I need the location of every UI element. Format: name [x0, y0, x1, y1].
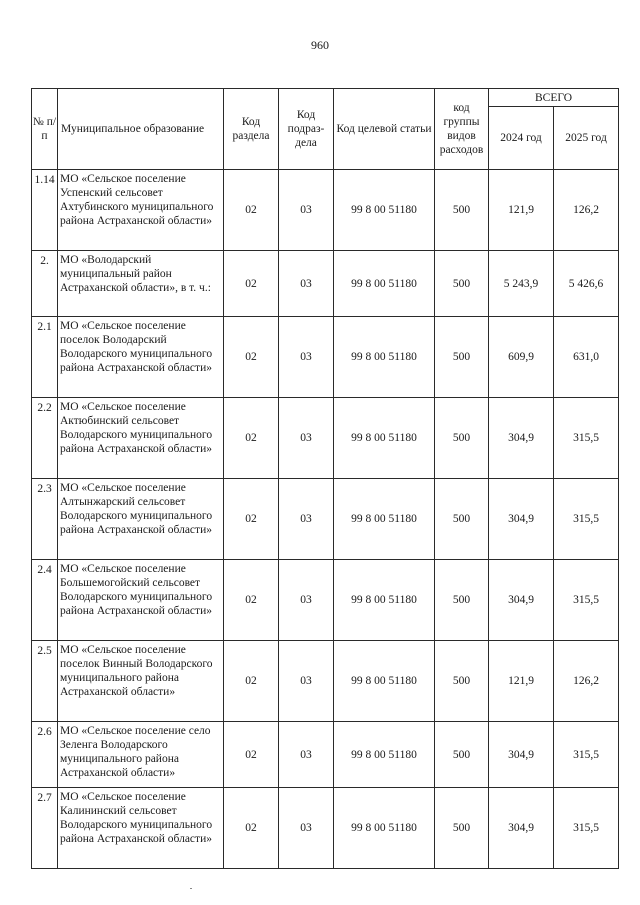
- row-subsection: 03: [279, 170, 334, 251]
- table-row: [32, 251, 619, 317]
- row-section: 02: [224, 317, 279, 398]
- header-total: ВСЕГО: [489, 89, 619, 107]
- row-subsection: 03: [279, 641, 334, 722]
- row-num: 2.3: [32, 479, 58, 560]
- row-2024: 609,9: [489, 317, 554, 398]
- row-target: 99 8 00 51180: [334, 560, 435, 641]
- header-2025: 2025 год: [554, 107, 619, 170]
- row-2025: 5 426,6: [554, 251, 619, 317]
- table-row: [32, 641, 619, 722]
- row-section: 02: [224, 251, 279, 317]
- row-name: МО «Сельское поселение Успенский сельсовет Ахтубинского муниципального района Астраханской области»: [58, 170, 224, 251]
- table-row: [32, 479, 619, 560]
- row-2024: 5 243,9: [489, 251, 554, 317]
- row-group: 500: [435, 788, 489, 869]
- row-num: 2.5: [32, 641, 58, 722]
- row-num: 2.4: [32, 560, 58, 641]
- row-subsection: 03: [279, 251, 334, 317]
- row-name: МО «Сельское поселение Калининский сельсовет Володарского муниципального района Астраханской области»: [58, 788, 224, 869]
- row-target: 99 8 00 51180: [334, 641, 435, 722]
- row-2024: 304,9: [489, 398, 554, 479]
- row-name: МО «Володарский муниципальный район Астраханской области», в т. ч.:: [58, 251, 224, 317]
- row-section: 02: [224, 170, 279, 251]
- row-target: 99 8 00 51180: [334, 722, 435, 788]
- row-name: МО «Сельское поселение поселок Винный Володарского муниципального района Астраханской области»: [58, 641, 224, 722]
- row-2025: 631,0: [554, 317, 619, 398]
- header-section: Код раздела: [224, 89, 279, 170]
- row-subsection: 03: [279, 560, 334, 641]
- row-target: 99 8 00 51180: [334, 479, 435, 560]
- row-num: 2.2: [32, 398, 58, 479]
- table-row: [32, 788, 619, 869]
- table-row: [32, 317, 619, 398]
- row-num: 2.6: [32, 722, 58, 788]
- row-2024: 304,9: [489, 479, 554, 560]
- header-target: Код целевой статьи: [334, 89, 435, 170]
- row-section: 02: [224, 722, 279, 788]
- row-name: МО «Сельское поселение Алтынжарский сельсовет Володарского муниципального района Астраханской области»: [58, 479, 224, 560]
- row-group: 500: [435, 479, 489, 560]
- row-subsection: 03: [279, 398, 334, 479]
- row-target: 99 8 00 51180: [334, 317, 435, 398]
- table-row: [32, 560, 619, 641]
- row-num: 2.7: [32, 788, 58, 869]
- header-group: код группы видов расходов: [435, 89, 489, 170]
- row-group: 500: [435, 560, 489, 641]
- row-target: 99 8 00 51180: [334, 788, 435, 869]
- row-name: МО «Сельское поселение поселок Володарский Володарского муниципального района Астраханской области»: [58, 317, 224, 398]
- row-2025: 315,5: [554, 479, 619, 560]
- row-section: 02: [224, 788, 279, 869]
- row-2024: 121,9: [489, 641, 554, 722]
- row-name: МО «Сельское поселение Большемогойский сельсовет Володарского муниципального района Астраханской области»: [58, 560, 224, 641]
- row-2025: 315,5: [554, 560, 619, 641]
- row-group: 500: [435, 398, 489, 479]
- header-name: Муниципальное образование: [58, 89, 224, 170]
- row-2024: 304,9: [489, 722, 554, 788]
- header-num: № п/п: [32, 89, 58, 170]
- row-group: 500: [435, 722, 489, 788]
- row-section: 02: [224, 479, 279, 560]
- row-2025: 126,2: [554, 641, 619, 722]
- row-2024: 121,9: [489, 170, 554, 251]
- row-name: МО «Сельское поселение село Зеленга Володарского муниципального района Астраханской области»: [58, 722, 224, 788]
- row-num: 1.14: [32, 170, 58, 251]
- table-row: [32, 722, 619, 788]
- row-target: 99 8 00 51180: [334, 398, 435, 479]
- table-row: [32, 170, 619, 251]
- page-number: 960: [311, 38, 329, 52]
- row-section: 02: [224, 398, 279, 479]
- row-group: 500: [435, 641, 489, 722]
- row-section: 02: [224, 560, 279, 641]
- row-name: МО «Сельское поселение Актюбинский сельсовет Володарского муниципального района Астраханской области»: [58, 398, 224, 479]
- row-2025: 315,5: [554, 722, 619, 788]
- header-2024: 2024 год: [489, 107, 554, 170]
- row-subsection: 03: [279, 479, 334, 560]
- scan-speck: [190, 888, 192, 889]
- row-target: 99 8 00 51180: [334, 251, 435, 317]
- row-group: 500: [435, 170, 489, 251]
- row-group: 500: [435, 317, 489, 398]
- row-2025: 315,5: [554, 398, 619, 479]
- row-section: 02: [224, 641, 279, 722]
- row-2025: 315,5: [554, 788, 619, 869]
- budget-table: [31, 88, 619, 869]
- row-num: 2.1: [32, 317, 58, 398]
- row-num: 2.: [32, 251, 58, 317]
- table-row: [32, 398, 619, 479]
- row-2025: 126,2: [554, 170, 619, 251]
- row-subsection: 03: [279, 722, 334, 788]
- row-target: 99 8 00 51180: [334, 170, 435, 251]
- row-2024: 304,9: [489, 788, 554, 869]
- row-subsection: 03: [279, 317, 334, 398]
- row-subsection: 03: [279, 788, 334, 869]
- row-2024: 304,9: [489, 560, 554, 641]
- header-subsection: Код подраз-дела: [279, 89, 334, 170]
- row-group: 500: [435, 251, 489, 317]
